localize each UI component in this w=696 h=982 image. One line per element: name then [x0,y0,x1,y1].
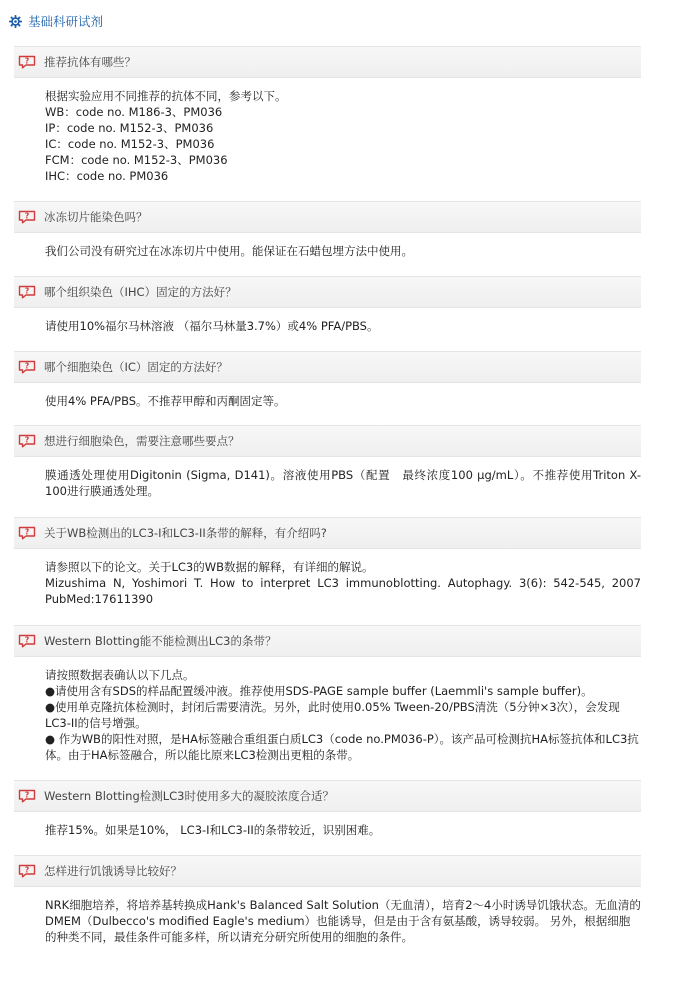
answer-line: Mizushima N, Yoshimori T. How to interpret LC3 immunoblotting. Autophagy. 3(6): 542-545, 2007 PubMed:17611390 [45,576,641,606]
faq-item [14,855,641,945]
svg-text:?: ? [24,527,30,537]
question-text: 关于WB检测出的LC3-I和LC3-II条带的解释，有介绍吗? [44,526,327,540]
svg-text:?: ? [24,211,30,221]
gear-icon [9,15,22,28]
question-bubble-icon [18,360,36,374]
answer-line: 请按照数据表确认以下几点。 [45,668,195,682]
answer-line: ●请使用含有SDS的样品配置缓冲液。推荐使用SDS-PAGE sample buffer (Laemmli's sample buffer)。 [45,684,593,698]
question-bubble-icon [18,634,36,648]
faq-answer [45,657,641,763]
question-bubble-icon [18,55,36,69]
question-text: 哪个细胞染色（IC）固定的方法好？ [44,360,228,374]
page-header [9,11,103,31]
faq-question[interactable] [14,351,641,383]
answer-line: ● 作为WB的阳性对照，是HA标签融合重组蛋白质LC3（code no.PM036-P）。该产品可检测抗HA标签抗体和LC3抗体。由于HA标签融合，所以能比原来LC3检测出更粗的条带。 [45,732,639,762]
faq-answer [45,812,641,838]
faq-question[interactable] [14,855,641,887]
answer-line: 根据实验应用不同推荐的抗体不同，参考以下。 [45,89,287,103]
faq-question[interactable] [14,780,641,812]
svg-text:?: ? [24,435,30,445]
answer-line: 使用4% PFA/PBS。不推荐甲醇和丙酮固定等。 [45,394,286,408]
answer-line: WB：code no. M186-3、PM036 [45,105,223,119]
faq-item [14,780,641,838]
question-text: Western Blotting能不能检测出LC3的条带？ [44,634,277,648]
faq-answer [45,233,641,259]
svg-text:?: ? [24,56,30,66]
answer-line: IP：code no. M152-3、PM036 [45,121,214,135]
svg-text:?: ? [24,361,30,371]
question-text: 想进行细胞染色，需要注意哪些要点？ [44,434,240,448]
faq-answer [45,383,641,409]
faq-question[interactable] [14,201,641,233]
answer-line: FCM：code no. M152-3、PM036 [45,153,228,167]
faq-item [14,46,641,184]
faq-answer [45,549,641,607]
svg-text:?: ? [24,790,30,800]
faq-question[interactable] [14,46,641,78]
answer-line: 推荐15%。如果是10%， LC3-I和LC3-II的条带较近，识别困难。 [45,823,381,837]
svg-text:?: ? [24,286,30,296]
faq-item [14,425,641,499]
question-bubble-icon [18,434,36,448]
question-text: 推荐抗体有哪些？ [44,55,136,69]
question-text: Western Blotting检测LC3时使用多大的凝胶浓度合适？ [44,789,334,803]
faq-item [14,201,641,259]
answer-line: IC：code no. M152-3、PM036 [45,137,215,151]
faq-question[interactable] [14,276,641,308]
faq-item [14,625,641,763]
faq-question[interactable] [14,625,641,657]
answer-line: NRK细胞培养，将培养基转换成Hank's Balanced Salt Solution（无血清），培育2～4小时诱导饥饿状态。无血清的DMEM（Dulbecco's modified Eagle's medium）也能诱导，但是由于含有氨基酸，诱导较弱。 另外，根据细胞的种类不同，最佳条件可能多样，所以请充分研究所使用的细胞的条件。 [45,898,641,944]
faq-item [14,517,641,607]
answer-line: 请参照以下的论文。关于LC3的WB数据的解释，有详细的解说。 [45,560,374,574]
answer-line: 请使用10%福尔马林溶液 （福尔马林量3.7%）或4% PFA/PBS。 [45,319,379,333]
faq-answer [45,457,641,499]
faq-answer [45,887,641,945]
faq-question[interactable] [14,517,641,549]
svg-text:?: ? [24,635,30,645]
faq-item [14,351,641,409]
faq-answer [45,308,641,334]
question-bubble-icon [18,210,36,224]
faq-answer [45,78,641,184]
question-bubble-icon [18,526,36,540]
faq-question[interactable] [14,425,641,457]
svg-text:?: ? [24,865,30,875]
answer-line: IHC：code no. PM036 [45,169,169,183]
answer-line: ●使用单克隆抗体检测时，封闭后需要清洗。另外，此时使用0.05% Tween-20/PBS清洗（5分钟×3次），会发现LC3-II的信号增强。 [45,700,620,730]
question-bubble-icon [18,864,36,878]
question-text: 冰冻切片能染色吗？ [44,210,148,224]
question-bubble-icon [18,789,36,803]
question-text: 哪个组织染色（IHC）固定的方法好？ [44,285,237,299]
faq-item [14,276,641,334]
answer-line: 我们公司没有研究过在冰冻切片中使用。能保证在石蜡包埋方法中使用。 [45,244,413,258]
page-title: 基础科研试剂 [28,14,104,29]
question-text: 怎样进行饥饿诱导比较好？ [44,864,182,878]
question-bubble-icon [18,285,36,299]
answer-line: 膜通透处理使用Digitonin (Sigma, D141)。溶液使用PBS（配置 最终浓度100 μg/mL）。不推荐使用Triton X-100进行膜通透处理。 [45,468,641,498]
